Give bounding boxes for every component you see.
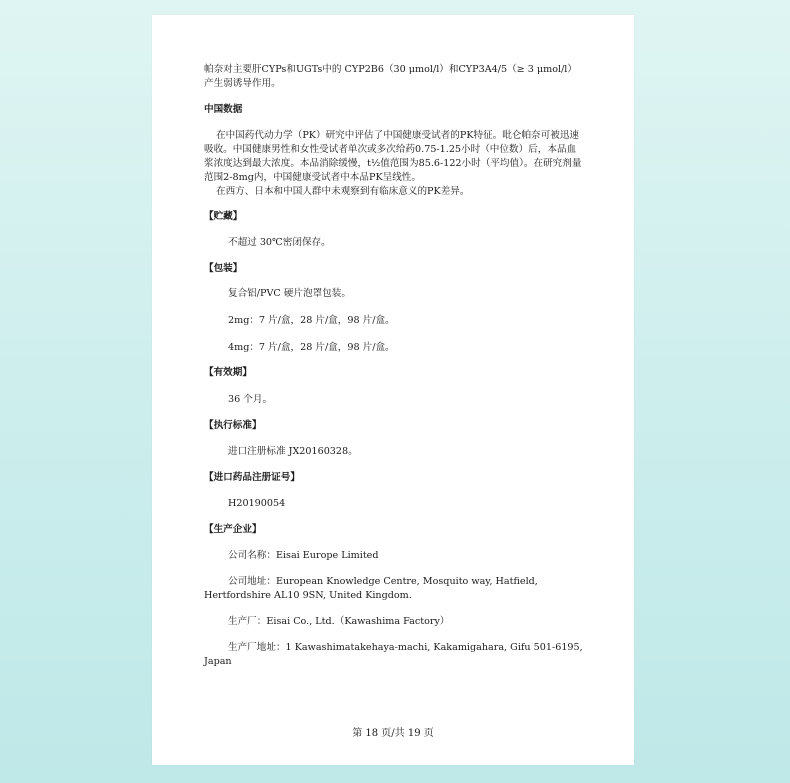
china-data-paragraph-2: 在西方、日本和中国人群中未观察到有临床意义的PK差异。 (216, 186, 470, 197)
manufacturer-factory: 生产厂：Eisai Co., Ltd.（Kawashima Factory） (228, 616, 450, 627)
packaging-line-2: 2mg：7 片/盒，28 片/盒，98 片/盒。 (228, 315, 395, 326)
section-heading-storage: 【贮藏】 (204, 211, 243, 222)
section-heading-packaging: 【包装】 (204, 263, 243, 274)
section-heading-validity: 【有效期】 (204, 367, 252, 378)
packaging-line-1: 复合铝/PVC 硬片泡罩包装。 (228, 288, 351, 299)
packaging-line-3: 4mg：7 片/盒，28 片/盒，98 片/盒。 (228, 342, 395, 353)
section-heading-china-data: 中国数据 (204, 104, 243, 115)
page-number: 第 18 页/共 19 页 (352, 728, 434, 739)
manufacturer-address: 公司地址：European Knowledge Centre, Mosquito way, Hatfield, Hertfordshire AL10 9SN, United Kingdom. (204, 576, 538, 601)
manufacturer-factory-address: 生产厂地址：1 Kawashimatakehaya-machi, Kakamigahara, Gifu 501-6195, Japan (204, 642, 583, 667)
license-number: H20190054 (228, 498, 286, 509)
document-page (152, 15, 634, 765)
standard-text: 进口注册标准 JX20160328。 (228, 446, 358, 457)
document-body (204, 63, 584, 669)
section-heading-manufacturer: 【生产企业】 (204, 524, 262, 535)
intro-paragraph: 帕奈对主要肝CYPs和UGTs中的 CYP2B6（30 μmol/l）和CYP3A4/5（≥ 3 μmol/l）产生弱诱导作用。 (204, 64, 577, 89)
china-data-paragraph-1: 在中国药代动力学（PK）研究中评估了中国健康受试者的PK特征。吡仑帕奈可被迅速吸收。中国健康男性和女性受试者单次或多次给药0.75-1.25小时（中位数）后，本品血浆浓度达到最大浓度。本品消除缓慢，t½值范围为85.6-122小时（平均值）。在研究剂量范围2-8mg内，中国健康受试者中本品PK呈线性。 (204, 130, 582, 183)
validity-text: 36 个月。 (228, 394, 273, 405)
manufacturer-company: 公司名称：Eisai Europe Limited (228, 550, 379, 561)
section-heading-license: 【进口药品注册证号】 (204, 472, 300, 483)
storage-text: 不超过 30℃密闭保存。 (228, 237, 331, 248)
section-heading-standard: 【执行标准】 (204, 420, 262, 431)
